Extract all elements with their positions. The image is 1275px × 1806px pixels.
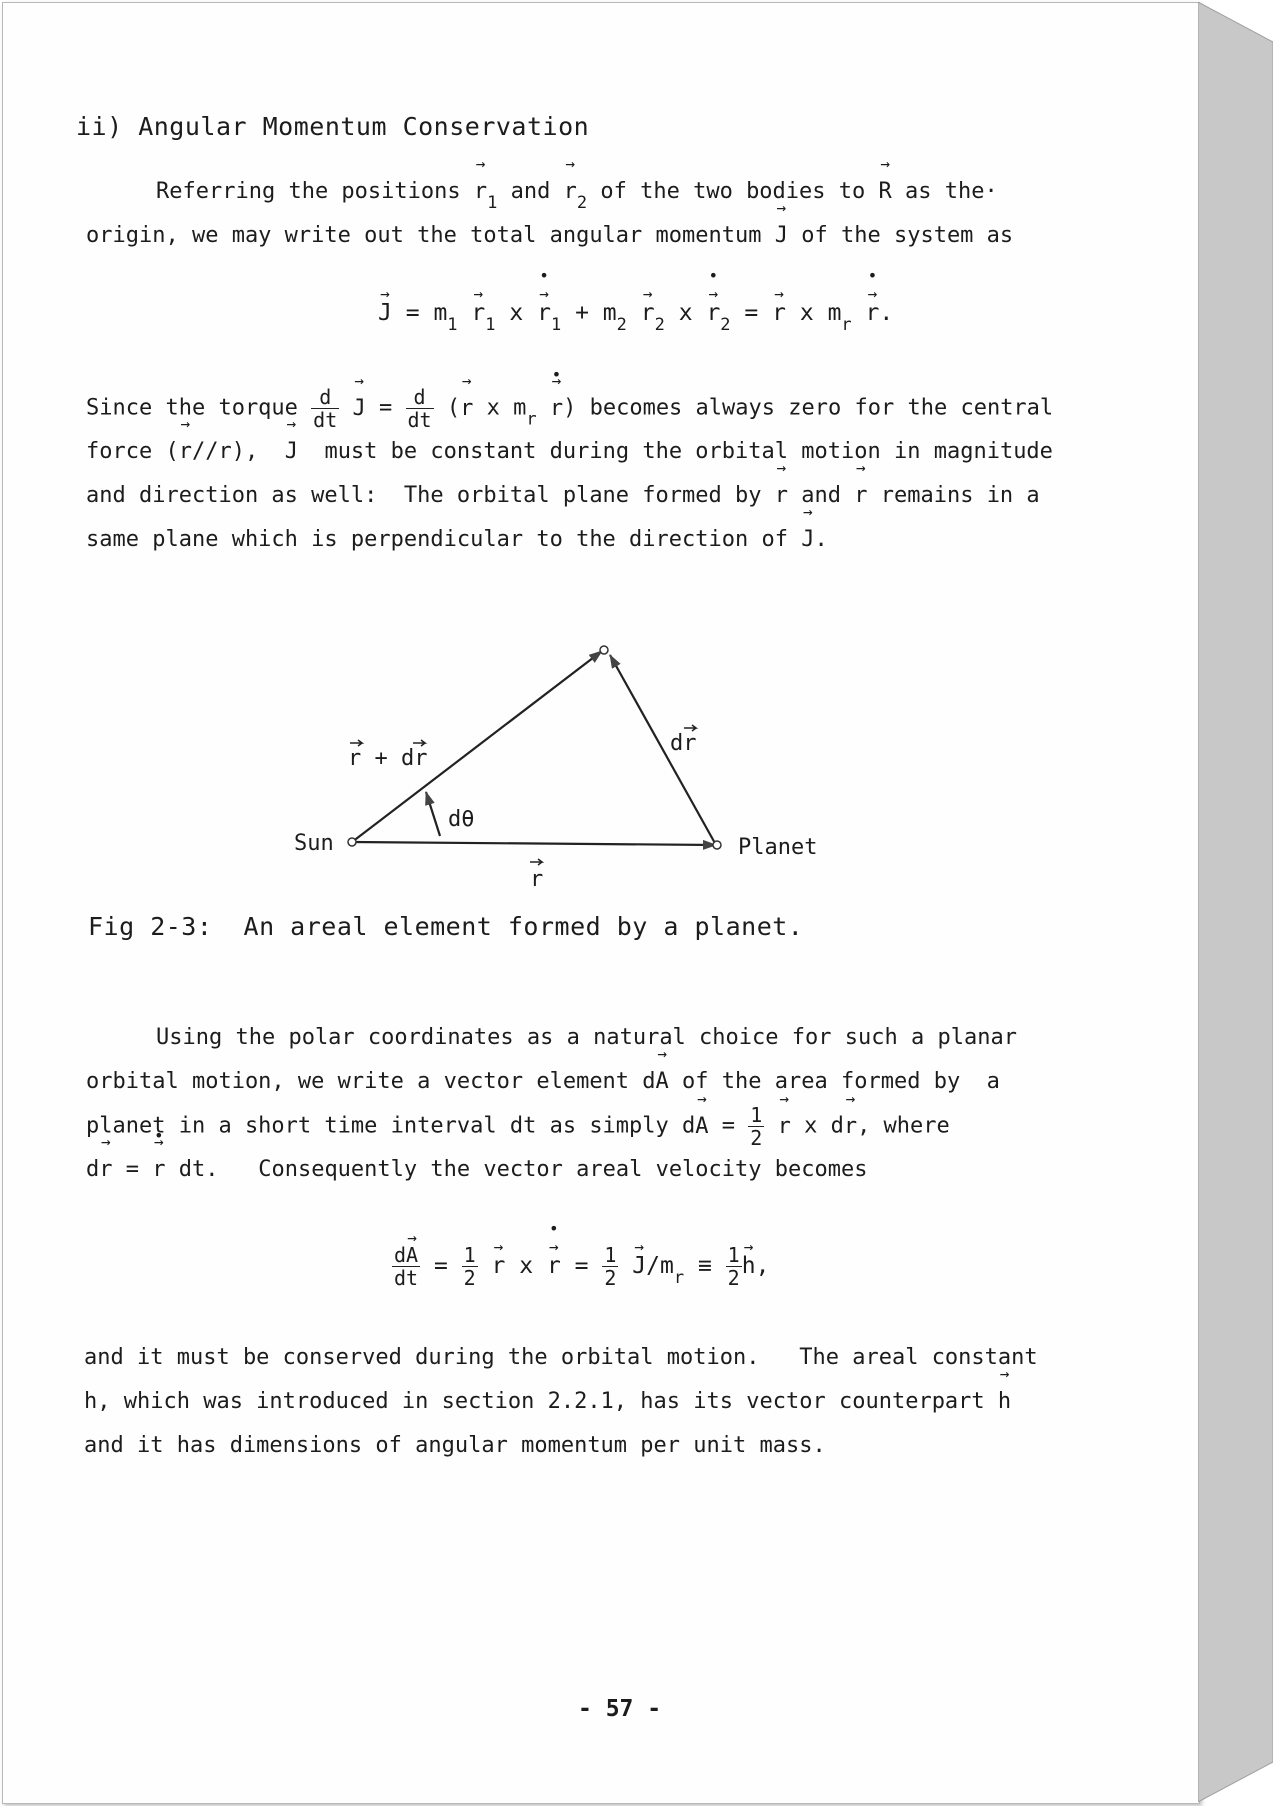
text-line: and direction as well: The orbital plane formed by → r and → r remains in a <box>86 474 1106 518</box>
planet-point <box>713 841 721 849</box>
text-line: force (→ r//r), → J must be constant during the orbital motion in magnitude <box>86 430 1106 474</box>
equation-areal-velocity: $\frac{d\to A}{dt}$ = $\frac{1}{2}$ → r x → r • = $\frac{1}{2}$ → $J/m_r$ ≡ $\frac{1}{2}$ → h, <box>392 1244 769 1289</box>
page-number: - 57 - <box>578 1696 662 1722</box>
text-line: orbital motion, we write a vector element d→ A of the area formed by a <box>86 1060 1106 1104</box>
apex-point <box>600 646 608 654</box>
label-dtheta: dθ <box>448 807 475 832</box>
text-line: origin, we may write out the total angular momentum → J of the system as <box>86 214 1106 258</box>
paragraph-conserved <box>84 1336 1104 1468</box>
sun-point <box>348 838 356 846</box>
vector-dr <box>610 655 716 845</box>
text-line: same plane which is perpendicular to the direction of → J. <box>86 518 1106 562</box>
label-r: r <box>530 867 544 892</box>
text-line: and it must be conserved during the orbital motion. The areal constant <box>84 1345 1038 1370</box>
text-line: planet in a short time interval dt as simply d→ A = $\frac{1}{2}$ → r x d→ r, where <box>86 1104 1106 1148</box>
text-line: Referring the positions → $r_1$ and → $r_2$ of the two bodies to → R as the· <box>86 170 1106 214</box>
label-sun: Sun <box>294 831 334 856</box>
text-line: d→ r = → r • dt. Consequently the vector areal velocity becomes <box>86 1148 1106 1192</box>
paragraph-polar <box>86 1016 1106 1192</box>
text-line: Since the torque $\frac{d}{dt}$ → J = $\frac{d}{dt}$ (→ r x $m_r \to r$ •) becomes always zero for the central <box>86 386 1106 430</box>
text-line: h, which was introduced in section 2.2.1, has its vector counterpart → h <box>84 1380 1104 1424</box>
figure-caption: Fig 2-3: An areal element formed by a planet. <box>88 912 804 941</box>
vector-r <box>352 842 716 845</box>
equation-angular-momentum: → $J = m_1 \to r_1$ x → r $•_1 + m_2 \to r_2$ x → r $•_2$ = → r x $m_r \to r$ •. <box>378 300 893 335</box>
dtheta-arrow <box>426 792 440 836</box>
section-heading: ii) Angular Momentum Conservation <box>76 112 590 141</box>
text-line: and it has dimensions of angular momentum per unit mass. <box>84 1433 826 1458</box>
label-planet: Planet <box>738 835 818 860</box>
text-line: Using the polar coordinates as a natural choice for such a planar <box>156 1025 1017 1050</box>
label-r-plus-dr: r + dr <box>348 746 428 771</box>
label-dr: dr <box>670 731 697 756</box>
